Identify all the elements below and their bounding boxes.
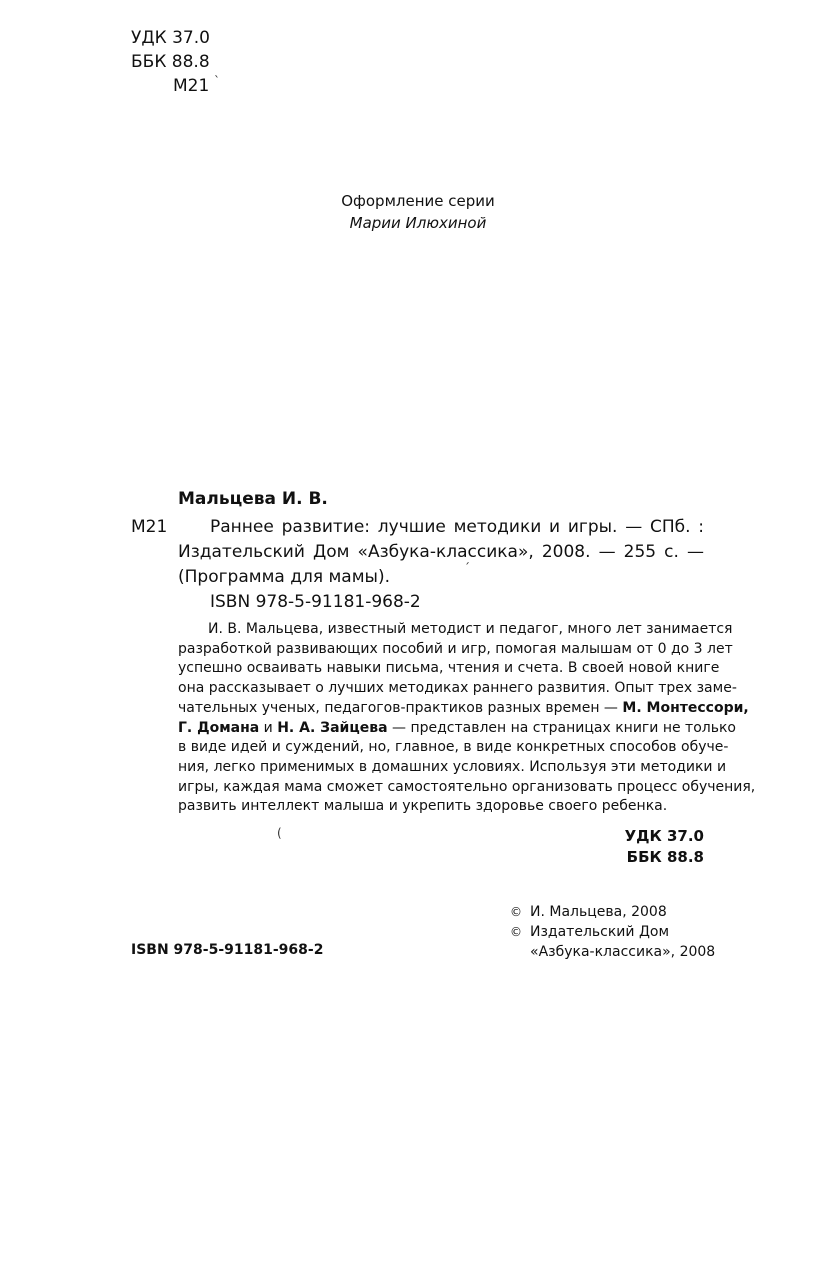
copyright-icon: © bbox=[510, 925, 522, 939]
top-classification-codes bbox=[131, 26, 210, 98]
top-bbk-code: ББК 88.8 bbox=[131, 52, 210, 72]
annotation-bold-name: М. Монтессори, bbox=[622, 699, 749, 716]
series-label: Оформление серии bbox=[341, 192, 495, 210]
record-line-series: (Программа для мамы). bbox=[178, 567, 390, 587]
copyright-publisher bbox=[510, 922, 715, 942]
record-isbn: ISBN 978-5-91181-968-2 bbox=[210, 592, 421, 612]
print-speck: ˊ bbox=[464, 561, 470, 575]
annotation-line: развить интеллект малыша и укрепить здоровье своего ребенка. bbox=[178, 798, 668, 815]
record-line-title: Раннее развитие: лучшие методики и игры. — СПб. : bbox=[210, 517, 704, 537]
record-author-mark: М21 bbox=[131, 517, 168, 537]
copyright-publisher-text: Издательский Дом bbox=[530, 924, 670, 940]
record-description bbox=[178, 515, 704, 590]
print-speck: ` bbox=[214, 74, 220, 88]
bottom-bbk-code: ББК 88.8 bbox=[626, 848, 704, 866]
annotation-line: игры, каждая мама сможет самостоятельно организовать процесс обучения, bbox=[178, 778, 756, 795]
top-udk-code: УДК 37.0 bbox=[131, 28, 210, 48]
annotation-line bbox=[178, 699, 749, 719]
annotation-line: она рассказывает о лучших методиках раннего развития. Опыт трех заме- bbox=[178, 680, 737, 697]
annotation-line: И. В. Мальцева, известный методист и педагог, много лет занимается bbox=[208, 621, 733, 637]
annotation-line: в виде идей и суждений, но, главное, в виде конкретных способов обуче- bbox=[178, 739, 729, 756]
copyright-block bbox=[510, 902, 715, 962]
series-design-credit bbox=[0, 190, 836, 234]
annotation-bold-name: Н. А. Зайцева bbox=[277, 719, 388, 736]
copyright-icon: © bbox=[510, 905, 522, 919]
annotation bbox=[178, 620, 756, 817]
print-speck: ( bbox=[277, 826, 282, 840]
annotation-line: успешно осваивать навыки письма, чтения и счета. В своей новой книге bbox=[178, 660, 720, 677]
annotation-text: и bbox=[259, 719, 278, 736]
annotation-line bbox=[178, 719, 736, 739]
annotation-line: ния, легко применимых в домашних условиях. Используя эти методики и bbox=[178, 758, 727, 775]
record-line-publisher: Издательский Дом «Азбука-классика», 2008. — 255 с. — bbox=[178, 542, 704, 562]
bottom-udk-code: УДК 37.0 bbox=[624, 827, 704, 845]
annotation-line: разработкой развивающих пособий и игр, помогая малышам от 0 до 3 лет bbox=[178, 640, 733, 657]
copyright-author bbox=[510, 902, 715, 922]
copyright-author-text: И. Мальцева, 2008 bbox=[530, 904, 667, 920]
record-author: Мальцева И. В. bbox=[178, 489, 328, 509]
annotation-bold-name: Г. Домана bbox=[178, 719, 260, 736]
annotation-text: — представлен на страницах книги не только bbox=[387, 719, 736, 736]
series-designer: Марии Илюхиной bbox=[349, 214, 487, 232]
top-author-mark: М21 bbox=[173, 76, 210, 96]
bottom-classification-codes bbox=[625, 826, 704, 868]
bottom-isbn: ISBN 978-5-91181-968-2 bbox=[131, 942, 324, 958]
annotation-text: чательных ученых, педагогов-практиков разных времен — bbox=[178, 699, 623, 716]
copyright-publisher-name: «Азбука-классика», 2008 bbox=[530, 944, 716, 960]
